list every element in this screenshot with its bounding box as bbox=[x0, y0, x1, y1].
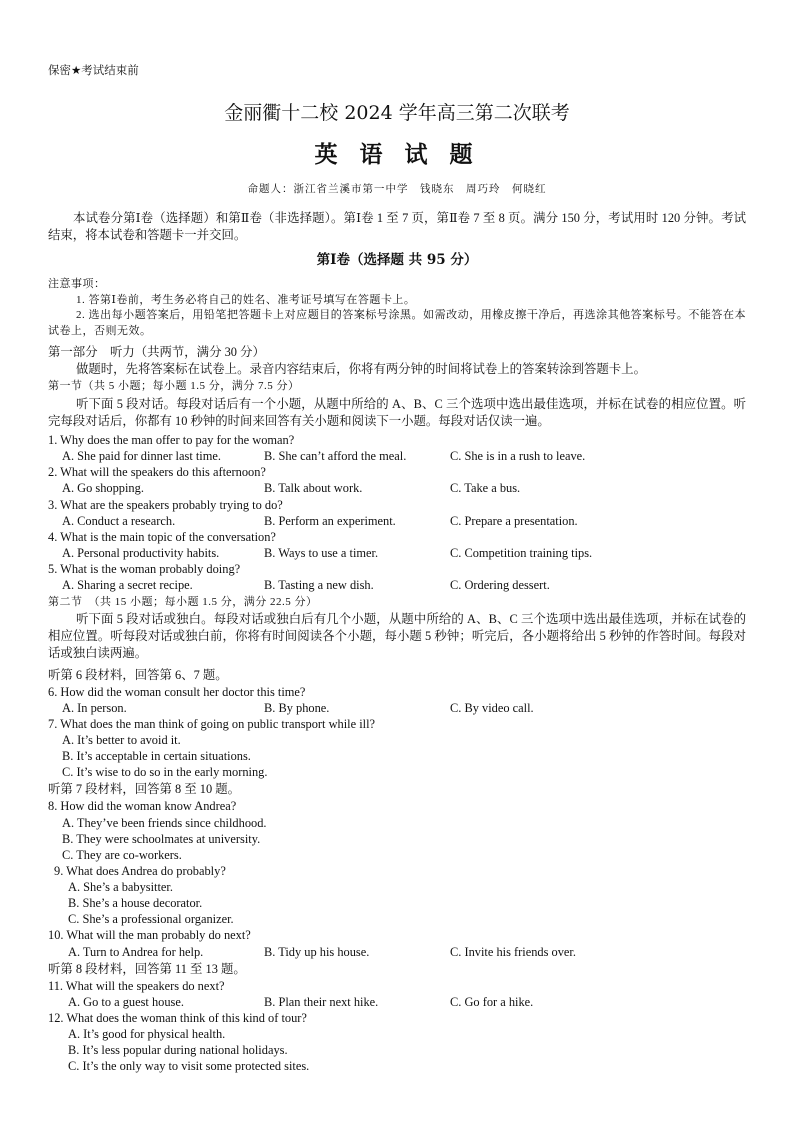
option-b: B. She can’t afford the meal. bbox=[264, 449, 407, 463]
option-b: B. Plan their next hike. bbox=[264, 995, 379, 1009]
material-label: 听第 8 段材料，回答第 11 至 13 题。 bbox=[48, 962, 246, 976]
question-text: 2. What will the speakers do this afternoon? bbox=[48, 465, 266, 479]
intro-paragraph: 本试卷分第Ⅰ卷（选择题）和第Ⅱ卷（非选择题）。第Ⅰ卷 1 至 7 页，第Ⅱ卷 7 至 8 页。满分 150 分，考试用时 120 分钟。考试结束，将本试卷和答题卡一并交回。 bbox=[48, 211, 746, 242]
option-c: C. Ordering dessert. bbox=[450, 578, 550, 592]
option-a: A. In person. bbox=[62, 701, 127, 715]
option-b: B. Perform an experiment. bbox=[264, 514, 396, 528]
question-text: 1. Why does the man offer to pay for the woman? bbox=[48, 433, 295, 447]
option-c: C. Prepare a presentation. bbox=[450, 514, 578, 528]
option-c: C. Competition training tips. bbox=[450, 546, 593, 560]
question-text: 6. How did the woman consult her doctor this time? bbox=[48, 685, 306, 699]
note-item: 1. 答第Ⅰ卷前，考生务必将自己的姓名、准考证号填写在答题卡上。 bbox=[76, 294, 416, 306]
material-label: 听第 7 段材料，回答第 8 至 10 题。 bbox=[48, 782, 241, 796]
option-c: C. Go for a hike. bbox=[450, 995, 534, 1009]
material-label: 听第 6 段材料，回答第 6、7 题。 bbox=[48, 668, 228, 682]
option-c: C. By video call. bbox=[450, 701, 534, 715]
section2-instruction: 听下面 5 段对话或独白。每段对话或独白后有几个小题，从题中所给的 A、B、C 三个选项中选出最佳选项，并标在试卷的相应位置。听每段对话或独白前，你将有时间阅读各个小题，每小题 5 秒钟；听完后，各小题将给出 5 秒钟的作答时间。每段对话或独白读两遍。 bbox=[48, 612, 746, 660]
option-c: C. It’s wise to do so in the early morning. bbox=[62, 765, 268, 779]
option-a: A. It’s better to avoid it. bbox=[62, 733, 181, 747]
note-item: 2. 选出每小题答案后，用铅笔把答题卡上对应题目的答案标号涂黑。如需改动，用橡皮擦干净后，再选涂其他答案标号。不能答在本试卷上，否则无效。 bbox=[48, 309, 746, 337]
option-a: A. Go to a guest house. bbox=[68, 995, 184, 1009]
option-a: A. They’ve been friends since childhood. bbox=[62, 816, 267, 830]
question-text: 10. What will the man probably do next? bbox=[48, 928, 251, 942]
confidential-label: 保密★考试结束前 bbox=[48, 63, 139, 77]
option-b: B. It’s acceptable in certain situations. bbox=[62, 749, 251, 763]
question-text: 12. What does the woman think of this kind of tour? bbox=[48, 1011, 307, 1025]
option-b: B. She’s a house decorator. bbox=[68, 896, 203, 910]
option-b: B. Talk about work. bbox=[264, 481, 363, 495]
question-text: 11. What will the speakers do next? bbox=[48, 979, 225, 993]
subject-title: 英 语 试 题 bbox=[314, 141, 480, 168]
option-b: B. Tidy up his house. bbox=[264, 945, 370, 959]
section1-instruction: 听下面 5 段对话。每段对话后有一个小题，从题中所给的 A、B、C 三个选项中选出最佳选项，并标在试卷的相应位置。听完每段对话后，你都有 10 秒钟的时间来回答有关小题和阅读下一小题。每段对话仅读一遍。 bbox=[48, 397, 746, 428]
part1-instruction: 做题时，先将答案标在试卷上。录音内容结束后，你将有两分钟的时间将试卷上的答案转涂到答题卡上。 bbox=[76, 362, 646, 376]
option-b: B. Ways to use a timer. bbox=[264, 546, 379, 560]
option-b: B. They were schoolmates at university. bbox=[62, 832, 261, 846]
option-c: C. It’s the only way to visit some protected sites. bbox=[68, 1059, 310, 1073]
option-b: B. Tasting a new dish. bbox=[264, 578, 374, 592]
option-b: B. By phone. bbox=[264, 701, 330, 715]
option-c: C. She is in a rush to leave. bbox=[450, 449, 586, 463]
option-b: B. It’s less popular during national holidays. bbox=[68, 1043, 288, 1057]
option-c: C. Invite his friends over. bbox=[450, 945, 576, 959]
option-c: C. Take a bus. bbox=[450, 481, 521, 495]
authors-line: 命题人：浙江省兰溪市第一中学 钱晓东 周巧玲 何晓红 bbox=[247, 184, 547, 195]
volume1-title: 第Ⅰ卷（选择题 共 95 分） bbox=[316, 252, 478, 268]
option-a: A. She paid for dinner last time. bbox=[62, 449, 221, 463]
part1-heading: 第一部分 听力（共两节，满分 30 分） bbox=[48, 345, 265, 359]
notes-heading: 注意事项： bbox=[48, 278, 106, 290]
option-c: C. They are co-workers. bbox=[62, 848, 182, 862]
section1-heading: 第一节（共 5 小题；每小题 1.5 分，满分 7.5 分） bbox=[48, 380, 300, 392]
option-a: A. She’s a babysitter. bbox=[68, 880, 173, 894]
question-text: 8. How did the woman know Andrea? bbox=[48, 799, 237, 813]
question-text: 3. What are the speakers probably trying to do? bbox=[48, 498, 283, 512]
option-a: A. Sharing a secret recipe. bbox=[62, 578, 193, 592]
option-c: C. She’s a professional organizer. bbox=[68, 912, 234, 926]
section2-heading: 第二节 （共 15 小题；每小题 1.5 分，满分 22.5 分） bbox=[48, 596, 318, 608]
question-text: 4. What is the main topic of the conversation? bbox=[48, 530, 276, 544]
question-text: 5. What is the woman probably doing? bbox=[48, 562, 241, 576]
option-a: A. Conduct a research. bbox=[62, 514, 176, 528]
option-a: A. Turn to Andrea for help. bbox=[68, 945, 204, 959]
question-text: 7. What does the man think of going on public transport while ill? bbox=[48, 717, 376, 731]
option-a: A. Go shopping. bbox=[62, 481, 144, 495]
exam-title: 金丽衢十二校 2024 学年高三第二次联考 bbox=[224, 102, 570, 124]
question-text: 9. What does Andrea do probably? bbox=[54, 864, 226, 878]
option-a: A. It’s good for physical health. bbox=[68, 1027, 226, 1041]
option-a: A. Personal productivity habits. bbox=[62, 546, 220, 560]
